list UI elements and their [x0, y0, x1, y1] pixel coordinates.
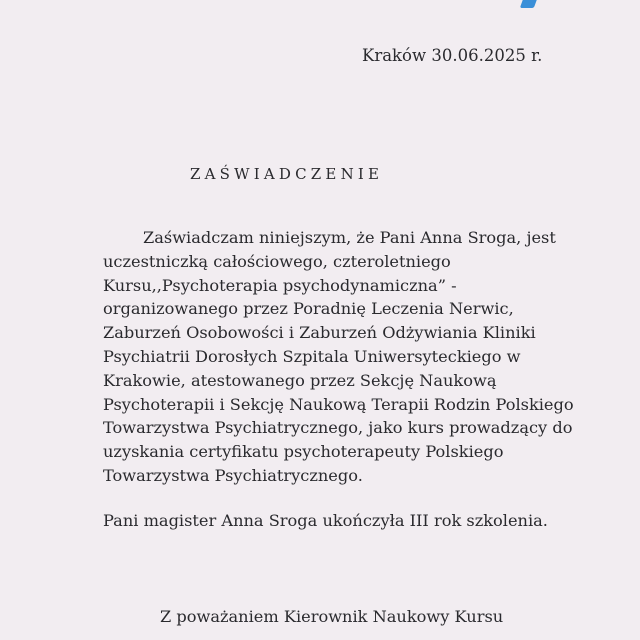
body-line: Kursu,,Psychoterapia psychodynamiczna” -: [103, 275, 457, 295]
body-line: Towarzystwa Psychiatrycznego, jako kurs prowadzący do: [103, 418, 573, 438]
body-line: Zaświadczam niniejszym, że Pani Anna Sroga, jest: [143, 228, 556, 247]
body-line: uzyskania certyfikatu psychoterapeuty Polskiego: [103, 442, 504, 462]
body-line: Psychoterapii i Sekcję Naukową Terapii Rodzin Polskiego: [103, 394, 574, 414]
body-line: Zaburzeń Osobowości i Zaburzeń Odżywiania Kliniki: [103, 323, 536, 343]
completion-statement: Pani magister Anna Sroga ukończyła III rok szkolenia.: [103, 511, 548, 530]
logo-fragment: [520, 0, 538, 8]
body-line: Towarzystwa Psychiatrycznego.: [103, 465, 363, 485]
document-title: ZAŚWIADCZENIE: [190, 165, 384, 183]
certificate-body: [103, 226, 574, 488]
body-line: Krakowie, atestowanego przez Sekcję Naukową: [103, 370, 497, 390]
body-line: Psychiatrii Dorosłych Szpitala Uniwersyteckiego w: [103, 346, 521, 366]
body-line: uczestniczką całościowego, czteroletniego: [103, 251, 451, 271]
closing-signature-line: Z poważaniem Kierownik Naukowy Kursu: [160, 607, 504, 626]
place-date: Kraków 30.06.2025 r.: [362, 46, 543, 65]
body-line: organizowanego przez Poradnię Leczenia Nerwic,: [103, 299, 514, 319]
